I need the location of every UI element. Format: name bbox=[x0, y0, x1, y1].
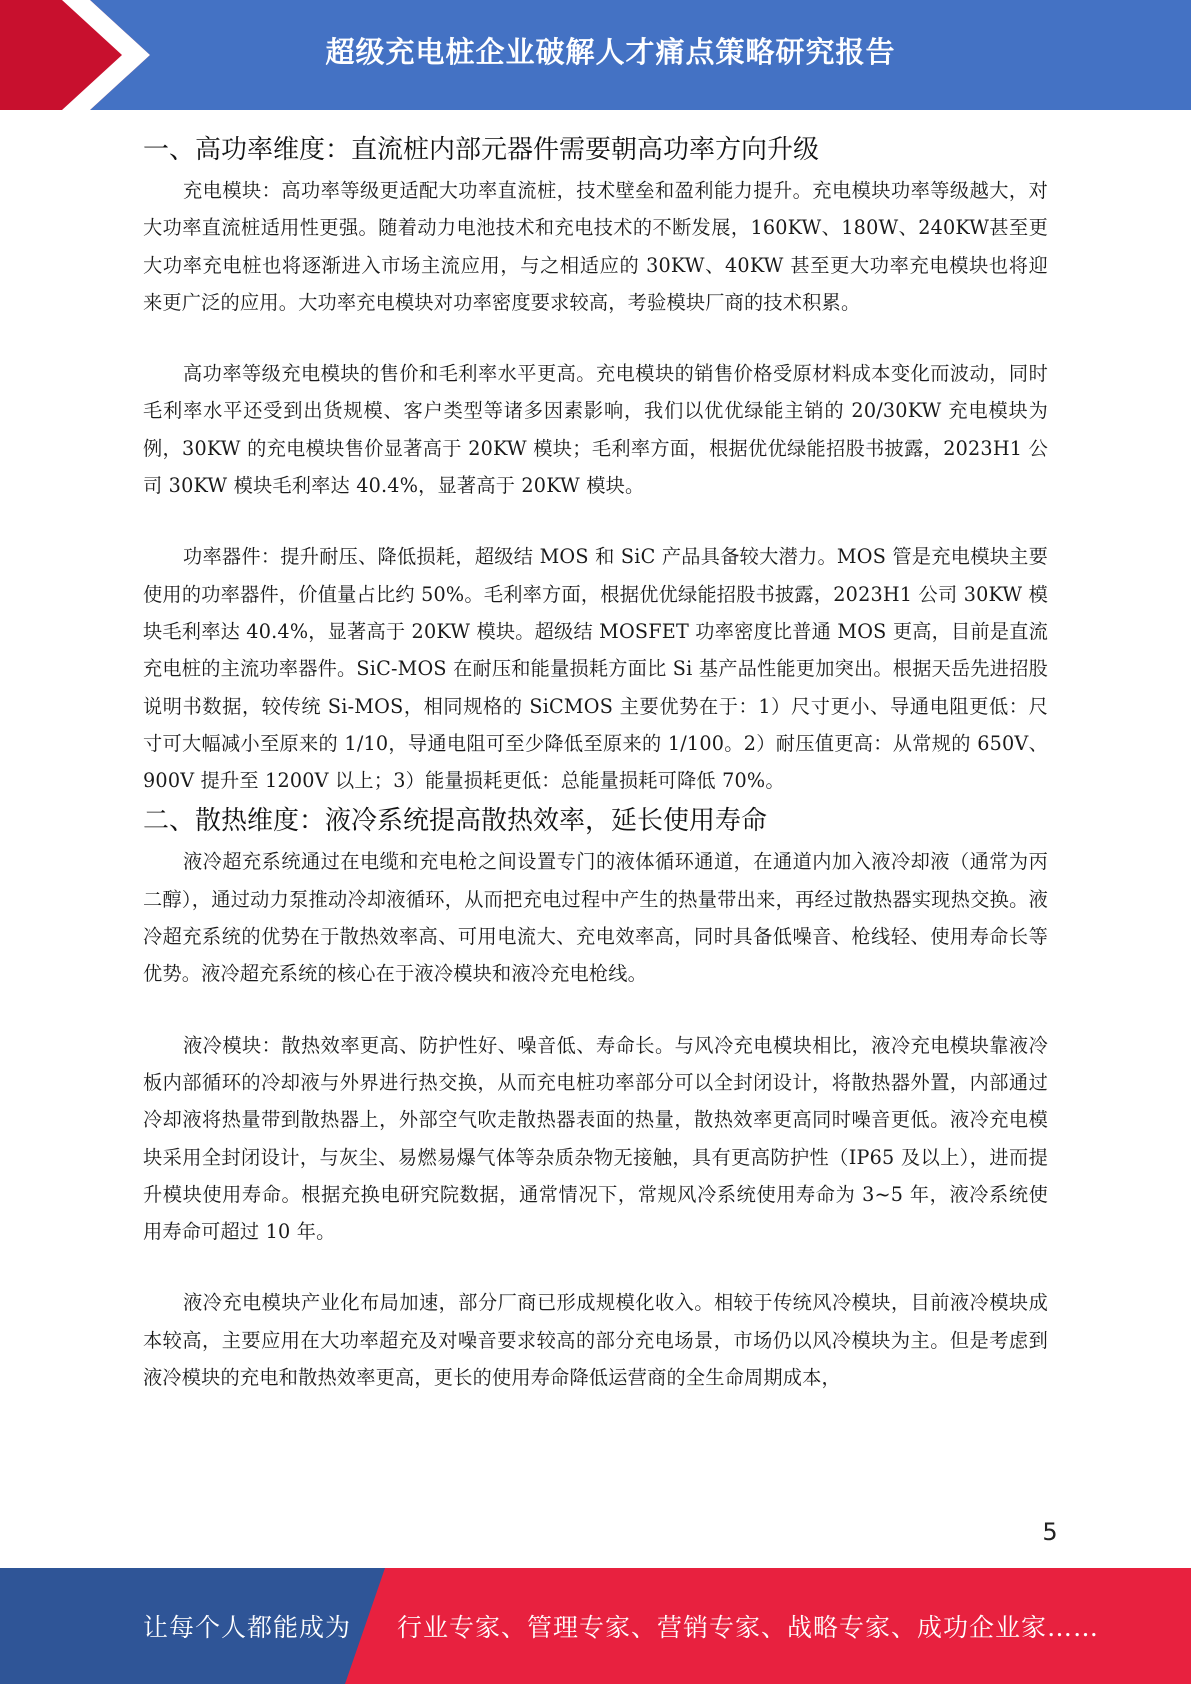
report-title: 超级充电桩企业破解人才痛点策略研究报告 bbox=[325, 34, 896, 69]
paragraph: 液冷超充系统通过在电缆和充电枪之间设置专门的液体循环通道，在通道内加入液冷却液（通常为丙二醇），通过动力泵推动冷却液循环，从而把充电过程中产生的热量带出来，再经过散热器实现热交换。液冷超充系统的优势在于散热效率高、可用电流大、充电效率高，同时具备低噪音、枪线轻、使用寿命长等优势。液冷超充系统的核心在于液冷模块和液冷充电枪线。 bbox=[143, 850, 1048, 986]
paragraph: 高功率等级充电模块的售价和毛利率水平更高。充电模块的销售价格受原材料成本变化而波动，同时毛利率水平还受到出货规模、客户类型等诸多因素影响，我们以优优绿能主销的 20/30KW 充电模块为例，30KW 的充电模块售价显著高于 20KW 模块；毛利率方面，根据优优绿能招股书披露，2023H1 公司 30KW 模块毛利率达 40.4%，显著高于 20KW 模块。 bbox=[143, 362, 1048, 498]
section-heading-2: 二、散热维度：液冷系统提高散热效率，延长使用寿命 bbox=[143, 806, 768, 837]
paragraph: 功率器件：提升耐压、降低损耗，超级结 MOS 和 SiC 产品具备较大潜力。MOS 管是充电模块主要使用的功率器件，价值量占比约 50%。毛利率方面，根据优优绿能招股书披露，2023H1 公司 30KW 模块毛利率达 40.4%，显著高于 20KW 模块。超级结 MOSFET 功率密度比普通 MOS 更高，目前是直流充电桩的主流功率器件。SiC-MOS 在耐压和能量损耗方面比 Si 基产品性能更加突出。根据天岳先进招股说明书数据，较传统 Si-MOS，相同规格的 SiCMOS 主要优势在于：1）尺寸更小、导通电阻更低：尺寸可大幅减小至原来的 1/10，导通电阻可至少降低至原来的 1/100。2）耐压值更高：从常规的 650V、900V 提升至 1200V 以上；3）能量损耗更低：总能量损耗可降低 70%。 bbox=[143, 545, 1048, 793]
page-footer bbox=[0, 1568, 1191, 1684]
page-header bbox=[0, 0, 1191, 110]
paragraph: 液冷模块：散热效率更高、防护性好、噪音低、寿命长。与风冷充电模块相比，液冷充电模块靠液冷板内部循环的冷却液与外界进行热交换，从而充电桩功率部分可以全封闭设计，将散热器外置，内部通过冷却液将热量带到散热器上，外部空气吹走散热器表面的热量，散热效率更高同时噪音更低。液冷充电模块采用全封闭设计，与灰尘、易燃易爆气体等杂质杂物无接触，具有更高防护性（IP65 及以上），进而提升模块使用寿命。根据充换电研究院数据，通常情况下，常规风冷系统使用寿命为 3~5 年，液冷系统使用寿命可超过 10 年。 bbox=[143, 1033, 1048, 1244]
paragraph: 充电模块：高功率等级更适配大功率直流桩，技术壁垒和盈利能力提升。充电模块功率等级越大，对大功率直流桩适用性更强。随着动力电池技术和充电技术的不断发展，160KW、180W、240KW甚至更大功率充电桩也将逐渐进入市场主流应用，与之相适应的 30KW、40KW 甚至更大功率充电模块也将迎来更广泛的应用。大功率充电模块对功率密度要求较高，考验模块厂商的技术积累。 bbox=[143, 179, 1048, 314]
footer-slogan-left: 让每个人都能成为 bbox=[143, 1613, 352, 1642]
paragraph: 液冷充电模块产业化布局加速，部分厂商已形成规模化收入。相较于传统风冷模块，目前液冷模块成本较高，主要应用在大功率超充及对噪音要求较高的部分充电场景，市场仍以风冷模块为主。但是考虑到液冷模块的充电和散热效率更高，更长的使用寿命降低运营商的全生命周期成本， bbox=[143, 1291, 1048, 1390]
section-heading-1: 一、高功率维度：直流桩内部元器件需要朝高功率方向升级 bbox=[143, 135, 820, 165]
document-body bbox=[143, 128, 1048, 1430]
footer-slogan-right: 行业专家、管理专家、营销专家、战略专家、成功企业家…… bbox=[397, 1613, 1100, 1642]
page-number: 5 bbox=[1042, 1518, 1058, 1546]
